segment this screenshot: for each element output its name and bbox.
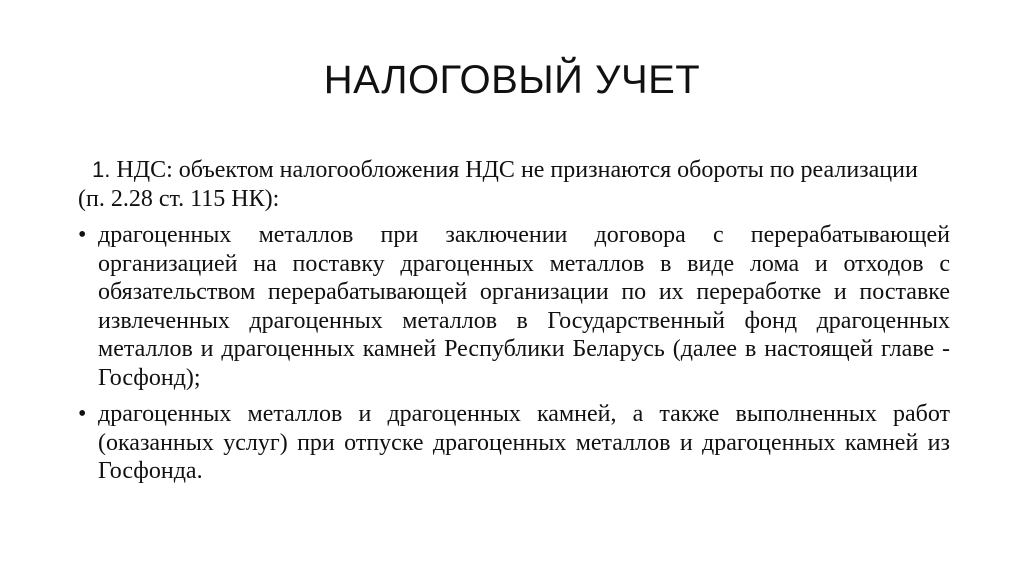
intro-paragraph <box>78 156 950 213</box>
intro-text: НДС: объектом налогообложения НДС не признаются обороты по реализации (п. 2.28 ст. 115 НК): <box>78 157 918 212</box>
slide-body <box>78 156 950 494</box>
list-item-text: драгоценных металлов при заключении договора с перерабатывающей организацией на поставку драгоценных металлов в виде лома и отходов с обязательством перерабатывающей организации по их переработке и поставке извлеченных драгоценных металлов в Государственный фонд драгоценных металлов и драгоценных камней Республики Беларусь (далее в настоящей главе - Госфонд); <box>98 222 950 391</box>
slide-title: НАЛОГОВЫЙ УЧЕТ <box>323 58 701 102</box>
list-item <box>78 400 950 486</box>
bullet-marker: • <box>78 401 87 427</box>
intro-number: 1. <box>92 157 111 182</box>
list-item-text: драгоценных металлов и драгоценных камней, а также выполненных работ (оказанных услуг) при отпуске драгоценных металлов и драгоценных камней из Госфонда. <box>98 401 950 484</box>
bullet-marker: • <box>78 222 87 248</box>
list-item <box>78 221 950 392</box>
bullet-list <box>78 221 950 486</box>
